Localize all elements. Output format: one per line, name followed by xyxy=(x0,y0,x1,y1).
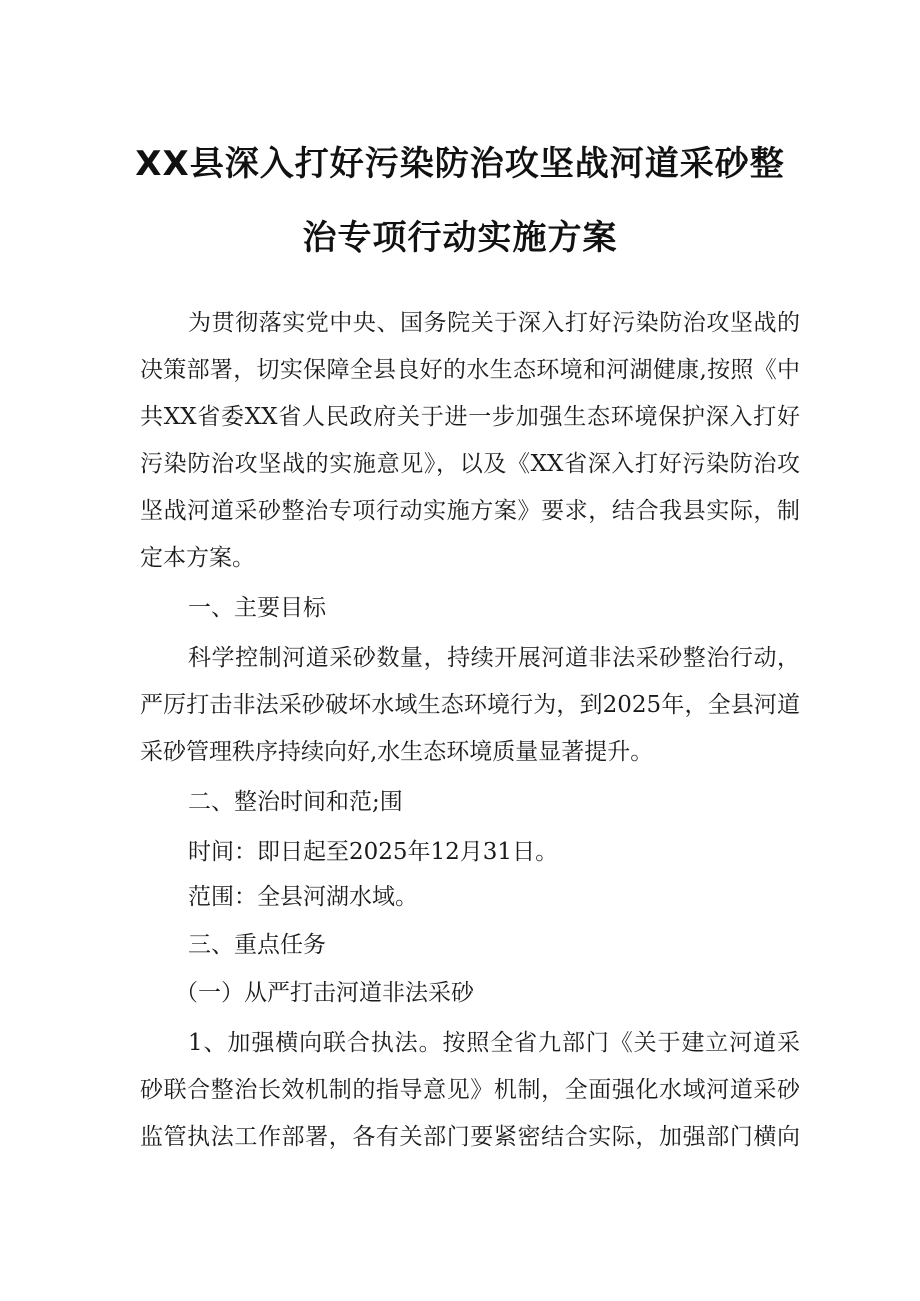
body-line: 坚战河道采砂整治专项行动实施方案》要求，结合我县实际，制 xyxy=(140,498,800,524)
section-heading: 二、整治时间和范;围 xyxy=(188,789,403,815)
body-line: 定本方案。 xyxy=(140,545,255,571)
body-line: 共XX省委XX省人民政府关于进一步加强生态环境保护深入打好 xyxy=(140,404,800,430)
body-line: 采砂管理秩序持续向好,水生态环境质量显著提升。 xyxy=(140,739,654,765)
body-line: 严厉打击非法采砂破坏水域生态环境行为，到2025年，全县河道 xyxy=(140,692,800,718)
body-line: 污染防治攻坚战的实施意见》，以及《XX省深入打好污染防治攻 xyxy=(140,451,800,477)
body-line: 1、加强横向联合执法。按照全省九部门《关于建立河道采 xyxy=(188,1030,800,1056)
body-line: 为贯彻落实党中央、国务院关于深入打好污染防治攻坚战的 xyxy=(188,310,800,336)
section-heading: 三、重点任务 xyxy=(188,932,326,958)
body-line: 科学控制河道采砂数量，持续开展河道非法采砂整治行动， xyxy=(188,645,800,671)
document-title-line-1: XX县深入打好污染防治攻坚战河道采砂整 xyxy=(135,144,785,184)
section-heading: 一、主要目标 xyxy=(188,595,326,621)
document-title-line-2: 治专项行动实施方案 xyxy=(302,218,618,258)
body-line: 砂联合整治长效机制的指导意见》机制，全面强化水域河道采砂 xyxy=(140,1077,800,1103)
subsection-heading: （一）从严打击河道非法采砂 xyxy=(175,980,474,1006)
body-line: 范围：全县河湖水域。 xyxy=(188,884,418,910)
body-line: 决策部署，切实保障全县良好的水生态环境和河湖健康,按照《中 xyxy=(140,357,800,383)
body-line: 时间：即日起至2025年12月31日。 xyxy=(188,839,559,865)
body-line: 监管执法工作部署，各有关部门要紧密结合实际，加强部门横向 xyxy=(140,1124,800,1150)
